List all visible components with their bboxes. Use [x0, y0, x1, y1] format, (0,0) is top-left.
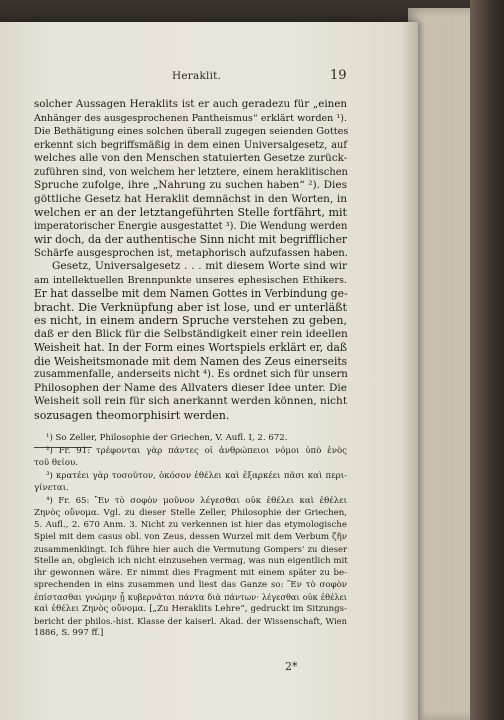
footnote-line: ²) Fr. 91: τρέφονται γὰρ πάντες οἱ ἀνθρώπειοι νόμοι ὑπὸ ἑνὸς: [46, 446, 347, 456]
footnote-line: zusammenklingt. Ich führe hier auch die Vermutung Gompers' zu dieser: [34, 544, 347, 554]
book-cover: [470, 0, 504, 720]
body-line: Die Bethätigung eines solchen überall zugegen seienden Gottes: [34, 126, 349, 137]
page-header: [0, 70, 418, 88]
footnote-line: 5. Aufl., 2. 670 Anm. 3. Nicht zu verkennen ist hier das etymologische: [34, 520, 347, 530]
footnote-line: καὶ ἐθέλει Ζηνὸς οὔνομα. [„Zu Heraklits Lehre“, gedruckt im Sitzungs-: [34, 604, 347, 614]
body-line: sozusagen theomorphisirt werden.: [34, 408, 230, 422]
footnote-line: Spiel mit dem casus obl. von Zeus, dessen Wurzel mit dem Verbum ζῆν: [34, 532, 347, 542]
footnote-line: 1886, S. 997 ff.]: [34, 628, 104, 638]
body-line: daß er den Blick für die Selbständigkeit einer rein ideellen: [34, 327, 348, 340]
body-line: zuführen sind, von welchem her letztere, einem heraklitischen: [34, 166, 348, 178]
body-line: Er hat dasselbe mit dem Namen Gottes in Verbindung ge-: [34, 287, 348, 300]
footnote-line: ³) κρατέει γὰρ τοσοῦτον, ὁκόσον ἐθέλει καὶ ἐξαρκέει πᾶσι καὶ περι-: [46, 471, 347, 481]
footnote-line: Stelle an, obgleich ich nicht einzusehen vermag, was nun eigentlich mit: [34, 556, 348, 566]
body-line: Weisheit hat. In der Form eines Wortspiels erklärt er, daß: [34, 341, 347, 354]
body-line: Schärfe ausgesprochen ist, metaphorisch aufzufassen haben.: [34, 247, 349, 259]
body-line: göttliche Gesetz hat Heraklit demnächst in den Worten, in: [34, 192, 347, 205]
footnote-line: γίνεται.: [34, 483, 69, 493]
body-line: welches alle von den Menschen statuierten Gesetze zurück-: [34, 152, 348, 164]
footnote-line: Ζηνὸς οὔνομα. Vgl. zu dieser Stelle Zeller, Philosophie der Griechen,: [34, 508, 347, 518]
body-line: Spruche zufolge, ihre „Nahrung zu suchen haben“ ²). Dies: [34, 179, 347, 191]
body-line: es nicht, in einem andern Spruche verstehen zu geben,: [34, 314, 347, 327]
body-line: die Weisheitsmonade mit dem Namen des Zeus einerseits: [34, 354, 348, 368]
body-line: imperatorischer Energie ausgestattet ³). Die Wendung werden: [34, 220, 348, 232]
footnote-line: ⁴) Fr. 65: Ἓν τὸ σοφὸν μοῦνον λέγεσθαι οὐκ ἐθέλει καὶ ἐθέλει: [46, 496, 347, 506]
body-line: bracht. Die Verknüpfung aber ist lose, und er unterläßt: [34, 300, 347, 314]
footnote-line: ἐπίστασθαι γνώμην ᾗ κυβερνᾶται πάντα διὰ πάντων· λέγεσθαι οὐκ ἐθέλει: [34, 592, 347, 602]
page-number: 19: [330, 68, 347, 83]
footnote-line: ihr gewonnen wäre. Er nimmt dies Fragment mit einem später zu be-: [34, 568, 347, 578]
body-line: Anhänger des ausgesprochenen Pantheismus“ erklärt worden ¹).: [34, 112, 347, 124]
body-line: Gesetz, Universalgesetz . . . mit diesem Worte sind wir: [52, 260, 347, 272]
footnote-line: τοῦ θείου.: [34, 458, 79, 468]
body-line: Weisheit soll rein für sich anerkannt werden können, nicht: [34, 395, 348, 407]
body-line: solcher Aussagen Heraklits ist er auch geradezu für „einen: [34, 98, 347, 110]
body-line: wir doch, da der authentische Sinn nicht mit begrifflicher: [34, 233, 348, 246]
footnote-line: ¹) So Zeller, Philosophie der Griechen, V. Aufl. I, 2. 672.: [46, 433, 288, 443]
footnote-line: sprechenden in eins zusammen und liest das Ganze so: Ἓν τὸ σοφὸν: [34, 580, 347, 590]
body-line: zusammenfalle, anderseits nicht ⁴). Es ordnet sich für unsern: [34, 369, 348, 380]
running-title: Heraklit.: [172, 70, 222, 82]
body-line: am intellektuellen Brennpunkte unseres ephesischen Ethikers.: [34, 274, 347, 286]
book-page: [0, 22, 418, 720]
footnote-line: bericht der philos.-hist. Klasse der kaiserl. Akad. der Wissenschaft, Wien: [34, 616, 347, 626]
signature-mark: 2*: [285, 660, 298, 673]
body-line: erkennt sich begriffsmäßig in dem einen Universalgesetz, auf: [34, 139, 347, 151]
body-line: Philosophen der Name des Allvaters dieser Idee unter. Die: [34, 381, 347, 394]
body-line: welchen er an der letztangeführten Stelle fortfährt, mit: [34, 206, 347, 219]
